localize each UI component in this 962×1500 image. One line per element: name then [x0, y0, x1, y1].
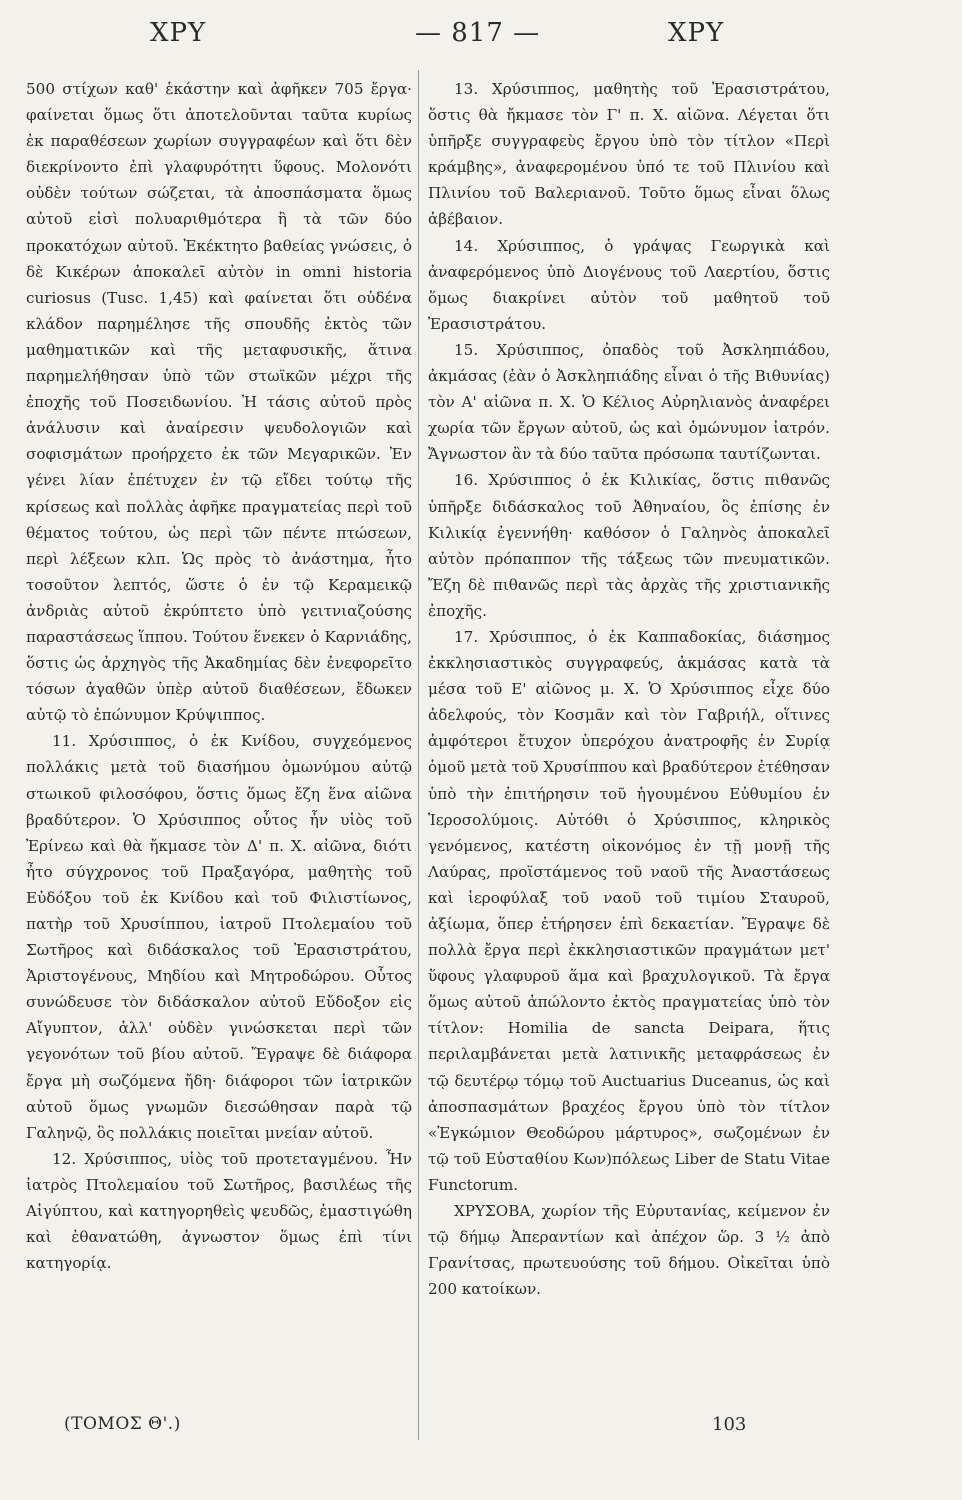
entry-16: 16. Χρύσιππος ὁ ἐκ Κιλικίας, ὅστις πιθανῶς ὑπῆρξε διδάσκαλος τοῦ Ἀθηναίου, ὃς ἐπίσης ἐν Κιλικίᾳ ἐγεννήθη· καθόσον ὁ Γαληνὸς ἀποκαλεῖ αὐτὸν πρόπαππον τῆς τάξεως τῶν πνευματικῶν. Ἔζη δὲ πιθανῶς περὶ τὰς ἀρχὰς τῆς χριστιανικῆς ἐποχῆς. [428, 471, 830, 620]
entry-15: 15. Χρύσιππος, ὀπαδὸς τοῦ Ἀσκληπιάδου, ἀκμάσας (ἐὰν ὁ Ἀσκληπιάδης εἶναι ὁ τῆς Βιθυνίας) τὸν Α' αἰῶνα π. Χ. Ὁ Κέλιος Αὐρηλιανὸς ἀναφέρει χωρία τῶν ἔργων αὐτοῦ, ὡς καὶ ὁμώνυμον ἰατρόν. Ἄγνωστον ἂν τὰ δύο ταῦτα πρόσωπα ταυτίζωνται. [428, 340, 830, 464]
running-head [0, 18, 962, 58]
running-head-right: ΧΡΥ [668, 18, 725, 48]
entry-chrysova: ΧΡΥΣΟΒΑ, χωρίον τῆς Εὐρυτανίας, κείμενον ἐν τῷ δήμῳ Ἀπεραντίων καὶ ἀπέχον ὥρ. 3 ½ ἀπὸ Γρανίτσας, πρωτευούσης τοῦ δήμου. Οἰκεῖται ὑπὸ 200 κατοίκων. [428, 1202, 830, 1299]
entry-14: 14. Χρύσιππος, ὁ γράψας Γεωργικὰ καὶ ἀναφερόμενος ὑπὸ Διογένους τοῦ Λαερτίου, ὅστις ὅμως διακρίνει αὐτὸν τοῦ μαθητοῦ τοῦ Ἐρασιστράτου. [428, 236, 830, 333]
running-head-left: ΧΡΥ [150, 18, 207, 48]
page-number: — 817 — [415, 18, 541, 48]
volume-label: (ΤΟΜΟΣ Θ'.) [64, 1414, 181, 1434]
entry-13: 13. Χρύσιππος, μαθητὴς τοῦ Ἐρασιστράτου, ὅστις θὰ ἤκμασε τὸν Γ' π. Χ. αἰῶνα. Λέγεται ὅτι ὑπῆρξε συγγραφεὺς ἔργου ὑπὸ τὸν τίτλον «Περὶ κράμβης», ἀναφερομένου ὑπό τε τοῦ Πλινίου καὶ Πλινίου τοῦ Βαλεριανοῦ. Τοῦτο ὅμως εἶναι ὅλως ἀβέβαιον. [428, 80, 830, 229]
page-footer [0, 1414, 962, 1454]
signature-mark: 103 [712, 1414, 747, 1435]
column-divider [418, 70, 419, 1440]
left-column [26, 76, 412, 1276]
entry-10-continuation: 500 στίχων καθ' ἑκάστην καὶ ἀφῆκεν 705 ἔργα· φαίνεται ὅμως ὅτι ἀποτελοῦνται ταῦτα κυρίως ἐκ παραθέσεων χωρίων συγγραφέων καὶ ὅτι δὲν διεκρίνοντο ἐπὶ γλαφυρότητι ὕφους. Μολονότι οὐδὲν τούτων σώζεται, τὰ ἀποσπάσματα ὅμως αὐτοῦ εἰσὶ πολυαριθμότερα ἢ τὰ τῶν δύο προκατόχων αὐτοῦ. Ἐκέκτητο βαθείας γνώσεις, ὁ δὲ Κικέρων ἀποκαλεῖ αὐτὸν in omni historia curiosus (Tusc. 1,45) καὶ φαίνεται ὅτι οὐδένα κλάδον παρημέλησε τῆς σπουδῆς ἐκτὸς τῶν μαθηματικῶν καὶ τῆς μεταφυσικῆς, ἅτινα παρημελήθησαν ὑπὸ τῶν στωϊκῶν μέχρι τῆς ἐποχῆς τοῦ Ποσειδωνίου. Ἡ τάσις αὐτοῦ πρὸς ἀνάλυσιν καὶ ἀναίρεσιν ψευδολογιῶν καὶ σοφισμάτων προήρχετο ἐκ τῶν Μεγαρικῶν. Ἐν γένει λίαν ἐπέτυχεν ἐν τῷ εἴδει τούτῳ τῆς κρίσεως καὶ πολλὰς ἀφῆκε πραγματείας περὶ τοῦ θέματος τούτου, ὡς περὶ τῶν πέντε πτώσεων, περὶ λέξεων κλπ. Ὡς πρὸς τὸ ἀνάστημα, ἦτο τοσοῦτον λεπτός, ὥστε ὁ ἐν τῷ Κεραμεικῷ ἀνδριὰς αὐτοῦ ἐκρύπτετο ὑπὸ γειτνιαζούσης παραστάσεως ἵππου. Τούτου ἕνεκεν ὁ Καρνιάδης, ὅστις ὡς ἀρχηγὸς τῆς Ἀκαδημίας δὲν ἐνεφορεῖτο τόσων ἀγαθῶν ὑπὲρ αὐτοῦ διαθέσεων, ἔδωκεν αὐτῷ τὸ ἐπώνυμον Κρύψιππος. [26, 80, 412, 725]
entry-17: 17. Χρύσιππος, ὁ ἐκ Καππαδοκίας, διάσημος ἐκκλησιαστικὸς συγγραφεύς, ἀκμάσας κατὰ τὰ μέσα τοῦ Ε' αἰῶνος μ. Χ. Ὁ Χρύσιππος εἶχε δύο ἀδελφούς, τὸν Κοσμᾶν καὶ τὸν Γαβριήλ, οἵτινες ἀμφότεροι ἔτυχον ὑπερόχου ἀνατροφῆς ἐν Συρίᾳ ὁμοῦ μετὰ τοῦ Χρυσίππου καὶ βραδύτερον ἐτέθησαν ὑπὸ τὴν ἐπιτήρησιν τοῦ ἡγουμένου Εὐθυμίου ἐν Ἱεροσολύμοις. Αὐτόθι ὁ Χρύσιππος, κληρικὸς γενόμενος, κατέστη οἰκονόμος ἐν τῇ μονῇ τῆς Λαύρας, προϊστάμενος τοῦ ναοῦ τῆς Ἀναστάσεως καὶ ἱεροφύλαξ τοῦ ναοῦ τοῦ τιμίου Σταυροῦ, ἀξίωμα, ὅπερ ἐτήρησεν ἐπὶ δεκαετίαν. Ἔγραψε δὲ πολλὰ ἔργα περὶ ἐκκλησιαστικῶν πραγμάτων μετ' ὕφους γλαφυροῦ ἅμα καὶ βραχυλογικοῦ. Τὰ ἔργα ὅμως αὐτοῦ ἀπώλοντο ἐκτὸς πραγματείας ὑπὸ τὸν τίτλον: Homilia de sancta Deipara, ἥτις περιλαμβάνεται μετὰ λατινικῆς μεταφράσεως ἐν τῷ δευτέρῳ τόμῳ τοῦ Auctuarius Duceanus, ὡς καὶ ἀποσπασμάτων βραχέος ἔργου ὑπὸ τὸν τίτλον «Ἐγκώμιον Θεοδώρου μάρτυρος», σωζομένων ἐν τῷ τοῦ Εὐσταθίου Κων)πόλεως Liber de Statu Vitae Functorum. [428, 627, 830, 1194]
entry-11: 11. Χρύσιππος, ὁ ἐκ Κνίδου, συγχεόμενος πολλάκις μετὰ τοῦ διασήμου ὁμωνύμου αὐτῷ στωικοῦ φιλοσόφου, ὅστις ὅμως ἔζη ἕνα αἰῶνα βραδύτερον. Ὁ Χρύσιππος οὗτος ἦν υἱὸς τοῦ Ἐρίνεω καὶ θὰ ἤκμασε τὸν Δ' π. Χ. αἰῶνα, διότι ἦτο σύγχρονος τοῦ Πραξαγόρα, μαθητὴς τοῦ Εὐδόξου τοῦ ἐκ Κνίδου καὶ τοῦ Φιλιστίωνος, πατὴρ τοῦ Χρυσίππου, ἰατροῦ Πτολεμαίου τοῦ Σωτῆρος καὶ διδάσκαλος τοῦ Ἐρασιστράτου, Ἀριστογένους, Μηδίου καὶ Μητροδώρου. Οὗτος συνώδευσε τὸν διδάσκαλον αὐτοῦ Εὔδοξον εἰς Αἴγυπτον, ἀλλ' οὐδὲν γινώσκεται περὶ τῶν γεγονότων τοῦ βίου αὐτοῦ. Ἔγραψε δὲ διάφορα ἔργα μὴ σωζόμενα ἤδη· διάφοροι τῶν ἰατρικῶν αὐτοῦ ὅμως γνωμῶν διεσώθησαν παρὰ τῷ Γαληνῷ, ὃς πολλάκις ποιεῖται μνείαν αὐτοῦ. [26, 732, 412, 1142]
entry-12: 12. Χρύσιππος, υἱὸς τοῦ προτεταγμένου. Ἦν ἰατρὸς Πτολεμαίου τοῦ Σωτῆρος, βασιλέως τῆς Αἰγύπτου, καὶ κατηγορηθεὶς ψευδῶς, ἐμαστιγώθη καὶ ἐθανατώθη, ἀγνωστον ὅμως ἐπὶ τίνι κατηγορίᾳ. [26, 1149, 412, 1273]
right-column [428, 76, 830, 1302]
